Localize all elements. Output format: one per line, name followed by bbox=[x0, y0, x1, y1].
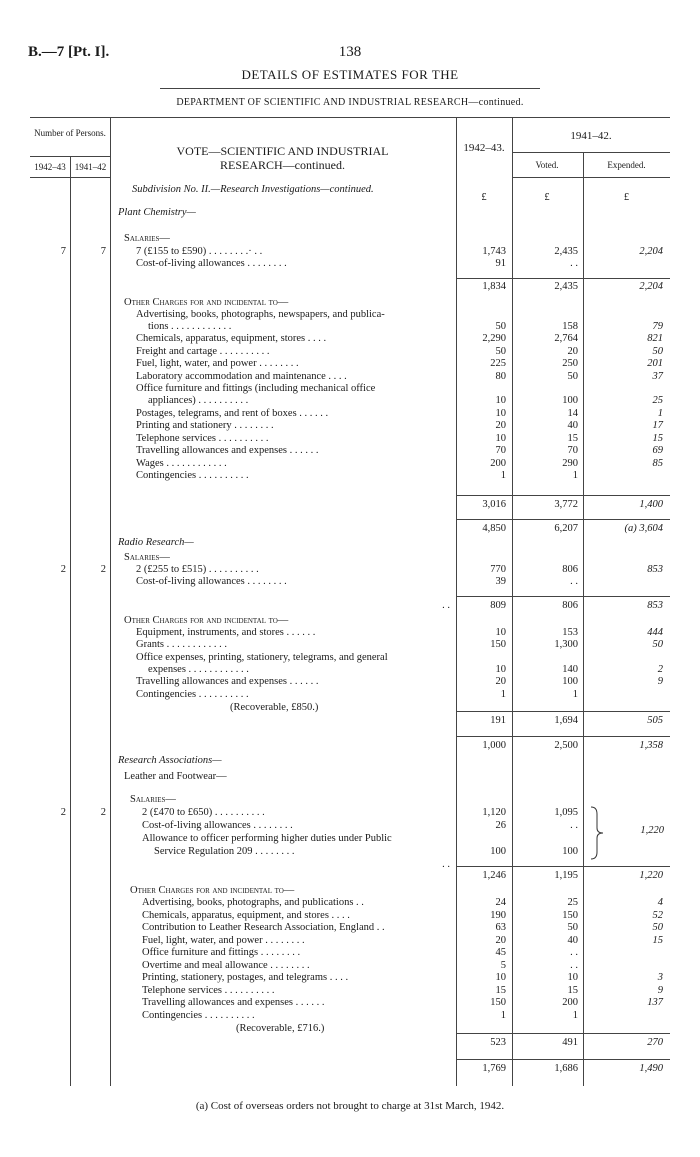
voted-1941-42-value: 15 bbox=[567, 985, 578, 996]
row-description: (Recoverable, £716.) bbox=[236, 1023, 325, 1034]
row-description: Contingencies . . . . . . . . . . bbox=[142, 1010, 255, 1021]
row-description: Salaries— bbox=[130, 794, 176, 805]
subtotal-rule bbox=[456, 278, 670, 279]
leader-dots: . . bbox=[442, 859, 450, 870]
row-description: 2 (£255 to £515) . . . . . . . . . . bbox=[136, 564, 259, 575]
row-description: Cost-of-living allowances . . . . . . . . bbox=[136, 576, 287, 587]
row-description: Contribution to Leather Research Association, England . . bbox=[142, 922, 385, 933]
row-description: Advertising, books, photographs, newspapers, and publica- bbox=[136, 309, 385, 320]
leader-dots: . . bbox=[442, 600, 450, 611]
estimate-1942-43-value: 70 bbox=[495, 445, 506, 456]
estimate-1942-43-header: 1942–43. bbox=[463, 142, 505, 154]
estimate-1942-43-value: 10 bbox=[495, 433, 506, 444]
row-description: Office furniture and fittings (including mechanical office bbox=[136, 383, 376, 394]
expended-1941-42-value: 2,204 bbox=[639, 281, 663, 292]
estimate-1942-43-value: 1 bbox=[500, 689, 506, 700]
voted-1941-42-value: 50 bbox=[567, 371, 578, 382]
estimate-1942-43-value: 10 bbox=[495, 972, 506, 983]
expended-1941-42-value: 505 bbox=[647, 715, 663, 726]
voted-1941-42-value: 1,195 bbox=[554, 870, 578, 881]
row-description: Travelling allowances and expenses . . . . . . bbox=[136, 676, 319, 687]
voted-1941-42-value: 200 bbox=[562, 997, 578, 1008]
voted-1941-42-value: . . bbox=[570, 960, 578, 971]
persons-1941-42: 2 bbox=[100, 564, 106, 575]
expended-1941-42-value: 15 bbox=[652, 935, 663, 946]
estimate-1942-43-value: 523 bbox=[490, 1037, 506, 1048]
currency-expended: £ bbox=[623, 192, 630, 203]
estimate-1942-43-value: 770 bbox=[490, 564, 506, 575]
estimate-1942-43-value: 191 bbox=[490, 715, 506, 726]
voted-1941-42-value: 2,435 bbox=[554, 246, 578, 257]
voted-1941-42-value: . . bbox=[570, 947, 578, 958]
voted-1941-42-value: 40 bbox=[567, 935, 578, 946]
voted-1941-42-value: 6,207 bbox=[554, 523, 578, 534]
estimate-1942-43-value: 5 bbox=[500, 960, 506, 971]
row-description: Fuel, light, water, and power . . . . . . . . bbox=[136, 358, 299, 369]
expended-1941-42-value: 9 bbox=[657, 676, 663, 687]
year-1941-42-header: 1941–42. bbox=[570, 130, 612, 142]
voted-1941-42-value: 14 bbox=[567, 408, 578, 419]
persons-1942-43: 2 bbox=[60, 564, 66, 575]
page-reference: B.—7 [Pt. I]. bbox=[28, 44, 110, 60]
estimate-1942-43-value: 63 bbox=[495, 922, 506, 933]
estimate-1942-43-value: 50 bbox=[495, 346, 506, 357]
currency-voted: £ bbox=[544, 192, 550, 203]
row-description: Travelling allowances and expenses . . . . . . bbox=[142, 997, 325, 1008]
estimate-1942-43-value: 26 bbox=[495, 820, 506, 831]
expended-1941-42-value: 444 bbox=[647, 627, 663, 638]
row-description: Contingencies . . . . . . . . . . bbox=[136, 470, 249, 481]
persons-1941-42: 7 bbox=[100, 246, 106, 257]
voted-1941-42-value: 40 bbox=[567, 420, 578, 431]
voted-1941-42-value: 1,694 bbox=[554, 715, 578, 726]
row-description: Salaries— bbox=[124, 233, 170, 244]
voted-1941-42-value: 806 bbox=[562, 564, 578, 575]
voted-1941-42-value: 3,772 bbox=[554, 499, 578, 510]
expended-1941-42-value: 52 bbox=[652, 910, 663, 921]
estimate-1942-43-value: 2,290 bbox=[482, 333, 506, 344]
expended-1941-42-value: 821 bbox=[647, 333, 663, 344]
estimate-1942-43-value: 1,000 bbox=[482, 740, 506, 751]
row-description: 2 (£470 to £650) . . . . . . . . . . bbox=[142, 807, 265, 818]
row-description: Printing and stationery . . . . . . . . bbox=[136, 420, 274, 431]
page-title: DETAILS OF ESTIMATES FOR THE bbox=[241, 67, 459, 82]
row-description: Cost-of-living allowances . . . . . . . . bbox=[142, 820, 293, 831]
estimate-1942-43-value: 1,743 bbox=[482, 246, 506, 257]
voted-1941-42-value: 2,764 bbox=[554, 333, 578, 344]
voted-1941-42-value: 1 bbox=[572, 1010, 578, 1021]
expended-1941-42-value: 853 bbox=[647, 564, 663, 575]
estimate-1942-43-value: 24 bbox=[495, 897, 506, 908]
expended-1941-42-value: 270 bbox=[647, 1037, 663, 1048]
number-of-persons-header: Number of Persons. bbox=[34, 128, 106, 138]
row-description: Other Charges for and incidental to— bbox=[130, 885, 295, 896]
row-description: Other Charges for and incidental to— bbox=[124, 615, 289, 626]
voted-1941-42-value: 491 bbox=[562, 1037, 578, 1048]
row-description: Laboratory accommodation and maintenance . . . . bbox=[136, 371, 347, 382]
voted-1941-42-value: 153 bbox=[562, 627, 578, 638]
row-description: Salaries— bbox=[124, 552, 170, 563]
voted-1941-42-value: 15 bbox=[567, 433, 578, 444]
estimate-1942-43-value: 39 bbox=[495, 576, 506, 587]
voted-1941-42-value: 2,435 bbox=[554, 281, 578, 292]
subdivision-heading: Subdivision No. II.—Research Investigations—continued. bbox=[132, 184, 374, 195]
expended-1941-42-value: 2,204 bbox=[639, 246, 663, 257]
expended-1941-42-value: 9 bbox=[657, 985, 663, 996]
expended-1941-42-value: 1 bbox=[657, 408, 663, 419]
row-description: Plant Chemistry— bbox=[118, 207, 196, 218]
voted-1941-42-value: 290 bbox=[562, 458, 578, 469]
estimate-1942-43-value: 100 bbox=[490, 846, 506, 857]
subtotal-rule bbox=[456, 596, 670, 597]
expended-1941-42-value: 1,220 bbox=[639, 870, 663, 881]
money-header-bottom-rule bbox=[512, 177, 670, 178]
expended-1941-42-value: 15 bbox=[652, 433, 663, 444]
persons-1942-43: 7 bbox=[60, 246, 66, 257]
voted-1941-42-value: . . bbox=[570, 576, 578, 587]
expended-1941-42-value: 50 bbox=[652, 346, 663, 357]
subtotal-rule bbox=[456, 866, 670, 867]
voted-1941-42-value: 100 bbox=[562, 676, 578, 687]
expended-1941-42-value: (a) 3,604 bbox=[624, 523, 663, 534]
persons-1941-42-header: 1941–42 bbox=[74, 162, 107, 172]
voted-1941-42-value: 100 bbox=[562, 846, 578, 857]
row-description: Chemicals, apparatus, equipment, and stores . . . . bbox=[142, 910, 350, 921]
row-description: Leather and Footwear— bbox=[124, 771, 227, 782]
expended-1941-42-value: 37 bbox=[652, 371, 663, 382]
expended-1941-42-value: 201 bbox=[647, 358, 663, 369]
estimate-1942-43-value: 4,850 bbox=[482, 523, 506, 534]
estimate-1942-43-value: 225 bbox=[490, 358, 506, 369]
estimate-1942-43-value: 10 bbox=[495, 627, 506, 638]
row-description: Other Charges for and incidental to— bbox=[124, 297, 289, 308]
estimate-1942-43-value: 10 bbox=[495, 664, 506, 675]
row-description: Research Associations— bbox=[118, 755, 222, 766]
estimate-1942-43-value: 1 bbox=[500, 470, 506, 481]
subtotal-rule bbox=[456, 711, 670, 712]
expended-1941-42-value: 1,400 bbox=[639, 499, 663, 510]
row-description: Contingencies . . . . . . . . . . bbox=[136, 689, 249, 700]
estimate-1942-43-value: 80 bbox=[495, 371, 506, 382]
subtotal-rule bbox=[456, 519, 670, 520]
voted-1941-42-value: 1 bbox=[572, 689, 578, 700]
expended-1941-42-value: 137 bbox=[647, 997, 663, 1008]
estimate-1942-43-value: 20 bbox=[495, 420, 506, 431]
estimate-1942-43-value: 809 bbox=[490, 600, 506, 611]
row-description: Postages, telegrams, and rent of boxes . . . . . . bbox=[136, 408, 329, 419]
subtotal-rule bbox=[456, 1033, 670, 1034]
row-description: Freight and cartage . . . . . . . . . . bbox=[136, 346, 270, 357]
estimate-1942-43-value: 45 bbox=[495, 947, 506, 958]
voted-1941-42-value: 100 bbox=[562, 395, 578, 406]
persons-1942-43-header: 1942–43 bbox=[34, 162, 66, 172]
estimate-1942-43-value: 150 bbox=[490, 997, 506, 1008]
subtotal-rule bbox=[456, 736, 670, 737]
voted-1941-42-value: 806 bbox=[562, 600, 578, 611]
estimate-1942-43-value: 10 bbox=[495, 408, 506, 419]
voted-1941-42-value: 25 bbox=[567, 897, 578, 908]
footnote: (a) Cost of overseas orders not brought to charge at 31st March, 1942. bbox=[195, 1100, 505, 1112]
voted-1941-42-value: 10 bbox=[567, 972, 578, 983]
voted-1941-42-value: 50 bbox=[567, 922, 578, 933]
estimate-1942-43-value: 1 bbox=[500, 1010, 506, 1021]
expended-header: Expended. bbox=[607, 160, 646, 170]
voted-1941-42-value: . . bbox=[570, 820, 578, 831]
page-number: 138 bbox=[338, 44, 362, 60]
row-description: Office expenses, printing, stationery, telegrams, and general bbox=[136, 652, 388, 663]
persons-divider bbox=[70, 156, 71, 1086]
subtotal-rule bbox=[456, 495, 670, 496]
estimate-1942-43-value: 15 bbox=[495, 985, 506, 996]
voted-1941-42-value: 1 bbox=[572, 470, 578, 481]
row-description: Office furniture and fittings . . . . . . . . bbox=[142, 947, 301, 958]
voted-header: Voted. bbox=[535, 160, 559, 170]
title-rule bbox=[160, 88, 540, 89]
row-description: 7 (£155 to £590) . . . . . . . .· . . bbox=[136, 246, 263, 257]
expended-1941-42-value: 69 bbox=[652, 445, 663, 456]
estimate-1942-43-value: 200 bbox=[490, 458, 506, 469]
vote-heading-line2: RESEARCH—continued. bbox=[220, 158, 345, 172]
voted-1941-42-value: 2,500 bbox=[554, 740, 578, 751]
row-description: Chemicals, apparatus, equipment, stores . . . . bbox=[136, 333, 327, 344]
year-subrule bbox=[512, 152, 670, 153]
expended-1941-42-value: 79 bbox=[652, 321, 663, 332]
voted-1941-42-value: 1,095 bbox=[554, 807, 578, 818]
voted-1941-42-value: 150 bbox=[562, 910, 578, 921]
estimate-1942-43-value: 1,120 bbox=[482, 807, 506, 818]
persons-1941-42: 2 bbox=[100, 807, 106, 818]
row-description: Overtime and meal allowance . . . . . . . . bbox=[142, 960, 310, 971]
estimate-1942-43-value: 91 bbox=[495, 258, 506, 269]
voted-1941-42-value: . . bbox=[570, 258, 578, 269]
estimate-1942-43-value: 1,834 bbox=[482, 281, 506, 292]
row-description: Radio Research— bbox=[118, 537, 194, 548]
expended-1941-42-value: 25 bbox=[652, 395, 663, 406]
voted-1941-42-value: 158 bbox=[562, 321, 578, 332]
vote-heading-line1: VOTE—SCIENTIFIC AND INDUSTRIAL bbox=[176, 144, 389, 158]
row-description: Equipment, instruments, and stores . . . . . . bbox=[136, 627, 316, 638]
expended-1941-42-value: 853 bbox=[647, 600, 663, 611]
voted-1941-42-value: 70 bbox=[567, 445, 578, 456]
row-description: Wages . . . . . . . . . . . . bbox=[136, 458, 227, 469]
estimate-1942-43-value: 3,016 bbox=[482, 499, 506, 510]
currency-estimate: £ bbox=[481, 192, 487, 203]
row-description: (Recoverable, £850.) bbox=[230, 702, 319, 713]
row-description: Travelling allowances and expenses . . . . . . bbox=[136, 445, 319, 456]
expended-1941-42-value: 1,490 bbox=[639, 1063, 663, 1074]
row-description: Advertising, books, photographs, and publications . . bbox=[142, 897, 364, 908]
estimate-1942-43-value: 1,769 bbox=[482, 1063, 506, 1074]
table-top-rule bbox=[30, 117, 670, 118]
voted-1941-42-value: 250 bbox=[562, 358, 578, 369]
row-description: Cost-of-living allowances . . . . . . . . bbox=[136, 258, 287, 269]
estimate-1942-43-value: 20 bbox=[495, 935, 506, 946]
expended-1941-42-value: 50 bbox=[652, 639, 663, 650]
estimate-1942-43-value: 150 bbox=[490, 639, 506, 650]
voted-1941-42-value: 20 bbox=[567, 346, 578, 357]
estimate-1942-43-value: 1,246 bbox=[482, 870, 506, 881]
row-description: expenses . . . . . . . . . . . . bbox=[148, 664, 249, 675]
voted-1941-42-value: 1,686 bbox=[554, 1063, 578, 1074]
estimate-1942-43-value: 190 bbox=[490, 910, 506, 921]
subtotal-rule bbox=[456, 1059, 670, 1060]
voted-1941-42-value: 1,300 bbox=[554, 639, 578, 650]
row-description: Fuel, light, water, and power . . . . . . . . bbox=[142, 935, 305, 946]
row-description: Allowance to officer performing higher duties under Public bbox=[142, 833, 392, 844]
row-description: Telephone services . . . . . . . . . . bbox=[142, 985, 275, 996]
expended-1941-42-value: 4 bbox=[657, 897, 663, 908]
row-description: Service Regulation 209 . . . . . . . . bbox=[154, 846, 295, 857]
expended-1941-42-value: 17 bbox=[652, 420, 663, 431]
expended-1941-42-value: 85 bbox=[652, 458, 663, 469]
row-description: Printing, stationery, postages, and telegrams . . . . bbox=[142, 972, 349, 983]
row-description: Grants . . . . . . . . . . . . bbox=[136, 639, 227, 650]
bracket-expended-value: 1,220 bbox=[640, 825, 664, 836]
expended-1941-42-value: 3 bbox=[657, 972, 663, 983]
department-heading: DEPARTMENT OF SCIENTIFIC AND INDUSTRIAL RESEARCH—continued. bbox=[176, 97, 524, 108]
row-description: Telephone services . . . . . . . . . . bbox=[136, 433, 269, 444]
persons-1942-43: 2 bbox=[60, 807, 66, 818]
voted-1941-42-value: 140 bbox=[562, 664, 578, 675]
estimate-1942-43-value: 50 bbox=[495, 321, 506, 332]
row-description: tions . . . . . . . . . . . . bbox=[148, 321, 232, 332]
estimate-1942-43-value: 20 bbox=[495, 676, 506, 687]
description-left-rule bbox=[110, 117, 111, 1086]
estimate-1942-43-value: 10 bbox=[495, 395, 506, 406]
expended-1941-42-value: 1,358 bbox=[639, 740, 663, 751]
row-description: appliances) . . . . . . . . . . bbox=[148, 395, 249, 406]
expended-1941-42-value: 2 bbox=[657, 664, 663, 675]
expended-1941-42-value: 50 bbox=[652, 922, 663, 933]
